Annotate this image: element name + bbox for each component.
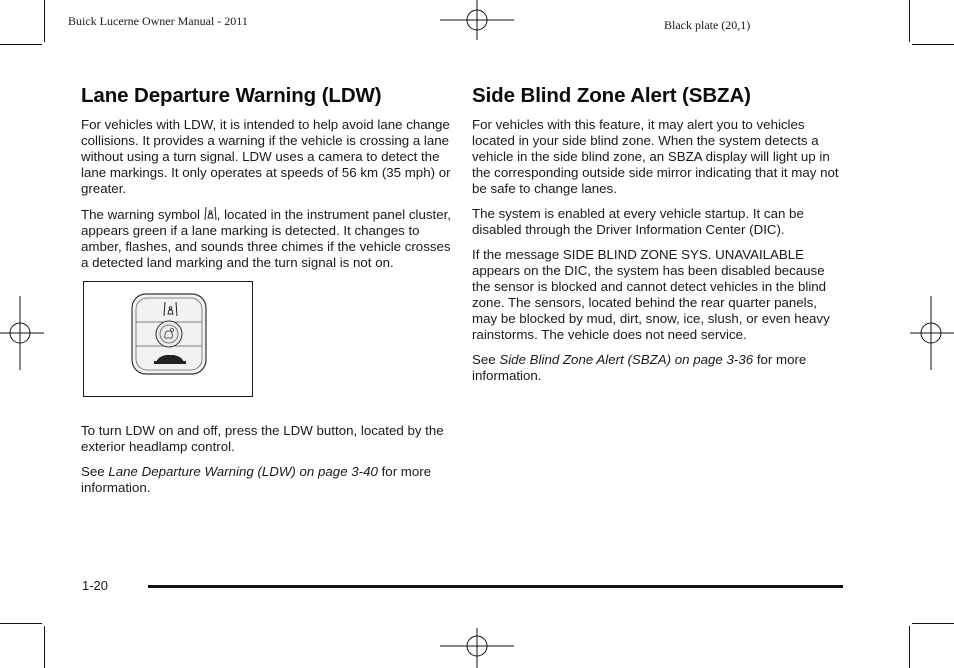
- ldw-symbol-text-before: The warning symbol: [81, 207, 204, 222]
- headlamp-dial-icon[interactable]: [156, 321, 182, 347]
- registration-mark-right: [910, 296, 954, 370]
- crop-mark-br-v: [909, 626, 910, 668]
- sbza-see-suffix: for more information.: [472, 352, 807, 383]
- sbza-see-reference: [472, 352, 842, 384]
- registration-mark-top: [440, 0, 514, 40]
- sbza-paragraph-intro: For vehicles with this feature, it may alert you to vehicles located in your side blind zone. When the system detects a vehicle in the side blind zone, an SBZA display will light up in the corresponding outside side mirror indicating that it may not be safe to change lanes.: [472, 117, 839, 196]
- ldw-paragraph-symbol: [81, 206, 451, 271]
- sbza-see-prefix: See: [472, 352, 500, 367]
- header-plate-label: Black plate (20,1): [664, 18, 751, 32]
- crop-mark-tl-h: [0, 44, 42, 45]
- page-number: 1-20: [82, 578, 109, 593]
- crop-mark-tr-v: [909, 0, 910, 42]
- lane-departure-icon: [204, 206, 217, 221]
- ldw-heading: Lane Departure Warning (LDW): [81, 84, 382, 107]
- sbza-paragraph-enabled: The system is enabled at every vehicle startup. It can be disabled through the Driver Information Center (DIC).: [472, 206, 804, 237]
- ldw-button-figure: [83, 281, 253, 397]
- crop-mark-tl-v: [44, 0, 45, 42]
- header-manual-title: Buick Lucerne Owner Manual - 2011: [68, 14, 248, 28]
- registration-mark-left: [0, 296, 44, 370]
- ldw-paragraph-intro: For vehicles with LDW, it is intended to help avoid lane change collisions. It provides a warning if the vehicle is crossing a lane without using a turn signal. LDW uses a camera to detect the lane markings. It only operates at speeds of 56 km (35 mph) or greater.: [81, 117, 451, 196]
- ldw-see-suffix: for more information.: [81, 464, 432, 495]
- crop-mark-br-h: [912, 623, 954, 624]
- sbza-page-link[interactable]: Side Blind Zone Alert (SBZA) on page 3-36: [499, 352, 754, 367]
- sbza-heading: Side Blind Zone Alert (SBZA): [472, 84, 751, 107]
- crop-mark-tr-h: [912, 44, 954, 45]
- ldw-symbol-text-after: , located in the instrument panel cluster, appears green if a lane marking is detected. It changes to amber, flashes, and sounds three chimes if the vehicle crosses a detected land marking and the turn signal is not on.: [81, 207, 451, 270]
- ldw-see-reference: [81, 464, 451, 496]
- right-column: [472, 84, 842, 393]
- ldw-see-prefix: See: [81, 464, 109, 479]
- ldw-paragraph-button: To turn LDW on and off, press the LDW button, located by the exterior headlamp control.: [81, 423, 444, 454]
- left-column: [81, 84, 451, 505]
- crop-mark-bl-h: [0, 623, 42, 624]
- crop-mark-bl-v: [44, 626, 45, 668]
- registration-mark-bottom: [440, 628, 514, 668]
- ldw-page-link[interactable]: Lane Departure Warning (LDW) on page 3-40: [108, 464, 378, 479]
- sbza-paragraph-unavailable: If the message SIDE BLIND ZONE SYS. UNAVAILABLE appears on the DIC, the system has been disabled because the sensor is blocked and cannot detect vehicles in the blind zone. The sensors, located behind the rear quarter panels, may be blocked by mud, dirt, snow, ice, slush, or even heavy rainstorms. The vehicle does not need service.: [472, 247, 830, 342]
- footer-rule: [148, 585, 843, 588]
